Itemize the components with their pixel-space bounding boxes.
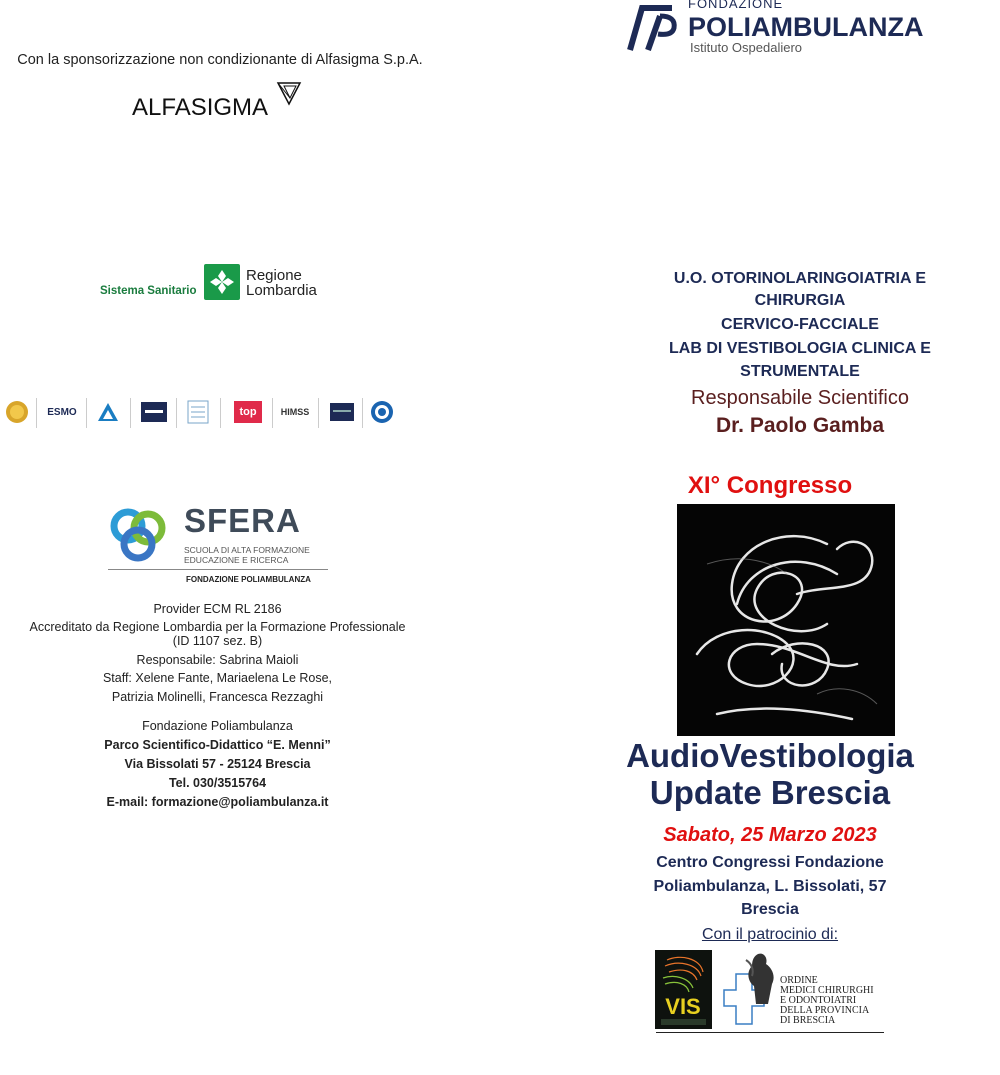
omceo-logo [722,950,892,1034]
omceo-line3: E ODONTOIATRI [780,995,857,1006]
sponsor-text: Con la sponsorizzazione non condizionante di Alfasigma S.p.A. [17,52,423,68]
sfera-logo [108,502,328,588]
omceo-underline [656,1032,884,1033]
sistema-sanitario-label: Sistema Sanitario [100,285,197,297]
gold-seal-icon [4,398,30,426]
regione-name-line1: Regione [246,267,302,284]
alfasigma-logo [130,80,330,120]
regione-name [246,268,317,298]
regione-cross-icon [204,264,240,300]
contact-org: Fondazione Poliambulanza [142,719,293,733]
contact-email: E-mail: formazione@poliambulanza.it [106,795,329,809]
provider-accreditation: Accreditato da Regione Lombardia per la Formazione Professionale [29,620,406,634]
institute-logo [328,398,356,426]
sfera-line2: EDUCAZIONE E RICERCA [184,555,289,565]
light-spiral-image [677,504,895,736]
contact-park: Parco Scientifico-Didattico “E. Menni” [104,738,331,752]
ospedale-certificate-icon [184,398,212,426]
omceo-line2: MEDICI CHIRURGHI [780,985,874,996]
contact-address: Via Bissolati 57 - 25124 Brescia [124,757,311,771]
unit-line-3: CERVICO-FACCIALE [721,316,879,333]
venue-line-2: Poliambulanza, L. Bissolati, 57 [653,878,887,895]
contact-tel: Tel. 030/3515764 [168,776,267,790]
venue-line-3: Brescia [741,901,799,918]
certification-strip [0,398,400,428]
tuv-seal-icon [368,398,396,426]
omceo-line5: DI BRESCIA [780,1015,836,1026]
event-title-line1: AudioVestibologia [626,737,914,774]
poliambulanza-small: FONDAZIONE [688,0,784,11]
alfasigma-triangle-icon [276,80,302,106]
angel-statue-icon [742,950,778,1010]
sfera-foundation: FONDAZIONE POLIAMBULANZA [186,575,311,584]
venue-line-1: Centro Congressi Fondazione [656,854,884,871]
sfera-rings-icon [108,506,174,564]
accreditation-triangle-icon [94,398,122,426]
himss-logo: HIMSS [280,407,310,417]
poliambulanza-sub: Istituto Ospedaliero [690,40,803,55]
vis-logo [655,950,712,1029]
ssan-logo [140,398,168,426]
vis-logo-text: VIS [665,994,701,1019]
congress-edition: XI° Congresso [687,472,853,499]
patronage-label: Con il patrocinio di: [701,926,839,943]
sfera-title: SFERA [184,502,301,539]
regione-lombardia-logo [100,262,340,304]
provider-id: (ID 1107 sez. B) [172,634,263,648]
provider-staff-1: Staff: Xelene Fante, Mariaelena Le Rose, [102,671,333,685]
omceo-text [780,976,874,1026]
provider-staff-2: Patrizia Molinelli, Francesca Rezzaghi [111,690,324,704]
provider-responsible: Responsabile: Sabrina Maioli [136,653,299,667]
unit-line-4: LAB DI VESTIBOLOGIA CLINICA E [669,340,931,357]
event-date: Sabato, 25 Marzo 2023 [663,824,877,846]
unit-line-2: CHIRURGIA [754,292,846,309]
omceo-line4: DELLA PROVINCIA [780,1005,870,1016]
unit-line-5: STRUMENTALE [740,363,860,380]
sfera-line1: SCUOLA DI ALTA FORMAZIONE [184,545,310,555]
poliambulanza-logo [620,0,924,55]
top-employer-logo: top [234,401,262,423]
scientific-name: Dr. Paolo Gamba [715,414,885,437]
sfera-divider [108,569,328,570]
poliambulanza-name: POLIAMBULANZA [688,12,924,42]
unit-line-1: U.O. OTORINOLARINGOIATRIA E [673,270,927,287]
esmo-logo: ESMO [47,406,77,418]
scientific-label: Responsabile Scientifico [691,387,909,409]
event-title-line2: Update Brescia [649,774,891,811]
poliambulanza-mark-icon [620,2,678,52]
alfasigma-logo-text: ALFASIGMA [132,94,269,121]
regione-name-line2: Lombardia [246,282,317,299]
omceo-line1: ORDINE [780,975,818,986]
provider-ecm: Provider ECM RL 2186 [153,602,282,616]
